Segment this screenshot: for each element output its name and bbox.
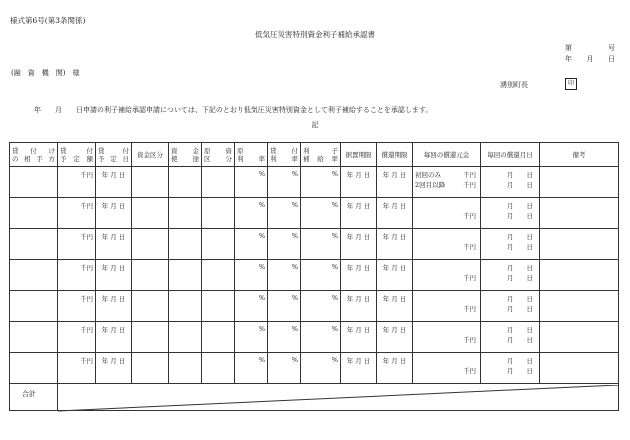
use-cell[interactable] [169,228,202,259]
orig-rate-cell[interactable]: % [235,259,268,290]
rate-class-cell[interactable] [202,259,235,290]
amount-cell[interactable]: 千円 [58,197,96,228]
loan-rate-cell[interactable]: % [268,321,301,352]
installment-cell[interactable]: 初回のみ 千円 2回目以降 千円 [413,167,481,198]
orig-rate-cell[interactable]: % [235,228,268,259]
loan-rate-cell[interactable]: % [268,352,301,383]
lender-cell[interactable] [10,321,58,352]
header-lender: 貸 付 け の相手方 [10,143,58,167]
grace-cell[interactable]: 年 月 日 [341,228,377,259]
use-cell[interactable] [169,197,202,228]
grace-cell[interactable]: 年 月 日 [341,352,377,383]
document-number [565,43,615,53]
repay-deadline-cell[interactable]: 年 月 日 [377,197,413,228]
due-date-cell[interactable]: 月 日 月 日 [481,197,540,228]
table-row [10,197,619,228]
header-category: 資金区分 [132,143,169,167]
rate-class-cell[interactable] [202,167,235,198]
installment-cell[interactable]: 千円 [413,352,481,383]
loan-date-cell[interactable]: 年 月 日 [96,321,132,352]
rate-class-cell[interactable] [202,228,235,259]
lender-cell[interactable] [10,228,58,259]
category-cell[interactable] [132,290,169,321]
installment-cell[interactable]: 千円 [413,228,481,259]
rate-class-cell[interactable] [202,352,235,383]
amount-cell[interactable]: 千円 [58,352,96,383]
repay-deadline-cell[interactable]: 年 月 日 [377,228,413,259]
category-cell[interactable] [132,321,169,352]
due-date-cell[interactable]: 月 日 月 日 [481,321,540,352]
use-cell[interactable] [169,259,202,290]
first-time-label: 初回のみ [415,171,441,180]
due-date-cell[interactable]: 月 日 月 日 [481,259,540,290]
header-use: 資 金 使 途 [169,143,202,167]
loan-date-cell[interactable]: 年 月 日 [96,228,132,259]
lender-cell[interactable] [10,259,58,290]
amount-cell[interactable]: 千円 [58,167,96,198]
header-loan-date: 貸 付 予定日 [96,143,132,167]
repay-deadline-cell[interactable]: 年 月 日 [377,259,413,290]
date-year: 年 [565,55,572,63]
installment-cell[interactable]: 千円 [413,290,481,321]
repay-deadline-cell[interactable]: 年 月 日 [377,290,413,321]
number-suffix: 号 [608,44,615,52]
due-date-cell[interactable]: 月 日 月 日 [481,352,540,383]
orig-rate-cell[interactable]: % [235,197,268,228]
document-date [565,54,615,64]
header-subsidy-rate: 利 子 補給率 [301,143,341,167]
header-loan-rate: 貸 付 利 率 [268,143,301,167]
header-grace: 据置期限 [341,143,377,167]
grace-cell[interactable]: 年 月 日 [341,197,377,228]
table-row [10,321,619,352]
subsidy-rate-cell[interactable]: % [301,352,341,383]
grace-cell[interactable]: 年 月 日 [341,259,377,290]
loan-date-cell[interactable]: 年 月 日 [96,290,132,321]
date-month: 月 [586,55,594,63]
orig-rate-cell[interactable]: % [235,290,268,321]
notes-cell[interactable] [540,290,619,321]
grace-cell[interactable]: 年 月 日 [341,290,377,321]
due-date-cell[interactable]: 月 日 月 日 [481,167,540,198]
lender-cell[interactable] [10,352,58,383]
loan-date-cell[interactable]: 年 月 日 [96,197,132,228]
header-due-date: 毎回の償還月日 [481,143,540,167]
due-date-cell[interactable]: 月 日 月 日 [481,228,540,259]
installment-cell[interactable]: 千円 [413,259,481,290]
notes-cell[interactable] [540,259,619,290]
form-id: 様式第6号(第3条関係) [10,16,86,25]
repay-deadline-cell[interactable]: 年 月 日 [377,352,413,383]
table-row [10,228,619,259]
installment-cell[interactable]: 千円 [413,197,481,228]
total-diagonal-line [58,385,618,412]
header-amount: 貸 付 予定額 [58,143,96,167]
notes-cell[interactable] [540,352,619,383]
section-heading: 記 [311,121,319,129]
loan-rate-cell[interactable]: % [268,259,301,290]
use-cell[interactable] [169,167,202,198]
header-orig-rate: 原 利 率 [235,143,268,167]
amount-cell[interactable]: 千円 [58,259,96,290]
due-date-cell[interactable]: 月 日 月 日 [481,290,540,321]
seal-box: 印 [565,78,577,90]
repay-deadline-cell[interactable]: 年 月 日 [377,321,413,352]
lender-cell[interactable] [10,290,58,321]
repay-deadline-cell[interactable]: 年 月 日 [377,167,413,198]
header-repay-deadline: 償還期限 [377,143,413,167]
rate-class-cell[interactable] [202,197,235,228]
subsidy-table [9,142,619,411]
total-label-cell [10,383,58,411]
notes-cell[interactable] [540,197,619,228]
subsidy-rate-cell[interactable]: % [301,259,341,290]
grace-cell[interactable]: 年 月 日 [341,167,377,198]
orig-rate-cell[interactable]: % [235,321,268,352]
document-title: 低気圧災害特別資金利子補給承認書 [255,30,375,39]
category-cell[interactable] [132,197,169,228]
category-cell[interactable] [132,259,169,290]
amount-cell[interactable]: 千円 [58,228,96,259]
loan-rate-cell[interactable]: % [268,290,301,321]
use-cell[interactable] [169,352,202,383]
notes-cell[interactable] [540,228,619,259]
header-installment: 毎回の償還元金 [413,143,481,167]
notes-cell[interactable] [540,167,619,198]
header-row [10,143,619,167]
loan-rate-cell[interactable]: % [268,167,301,198]
category-cell[interactable] [132,167,169,198]
table-row [10,290,619,321]
body-text: 年 月 日申請の利子補給承認申請については、下記のとおり低気圧災害特別資金として利子補給することを承認します。 [34,106,433,114]
loan-date-cell[interactable]: 年 月 日 [96,167,132,198]
subsidy-rate-cell[interactable]: % [301,290,341,321]
loan-rate-cell[interactable]: % [268,197,301,228]
subsidy-rate-cell[interactable]: % [301,197,341,228]
loan-rate-cell[interactable]: % [268,228,301,259]
rate-class-cell[interactable] [202,290,235,321]
lender-cell[interactable] [10,167,58,198]
orig-rate-cell[interactable]: % [235,167,268,198]
subsidy-rate-cell[interactable]: % [301,321,341,352]
category-cell[interactable] [132,352,169,383]
recipient: (融 資 機 関) 様 [11,69,80,77]
mayor-title: 湧別町長 [500,81,528,89]
table-row [10,352,619,383]
date-day: 日 [608,55,615,63]
second-on-label: 2回目以降 [415,181,446,190]
subsidy-rate-cell[interactable]: % [301,228,341,259]
lender-cell[interactable] [10,197,58,228]
header-rate-class: 原 資 区 分 [202,143,235,167]
loan-date-cell[interactable]: 年 月 日 [96,259,132,290]
loan-date-cell[interactable]: 年 月 日 [96,352,132,383]
header-notes: 備考 [540,143,619,167]
use-cell[interactable] [169,321,202,352]
amount-cell[interactable]: 千円 [58,321,96,352]
orig-rate-cell[interactable]: % [235,352,268,383]
amount-cell[interactable]: 千円 [58,290,96,321]
installment-cell[interactable]: 千円 [413,321,481,352]
number-prefix: 第 [565,44,572,52]
category-cell[interactable] [132,228,169,259]
use-cell[interactable] [169,290,202,321]
grace-cell[interactable]: 年 月 日 [341,321,377,352]
rate-class-cell[interactable] [202,321,235,352]
table-row [10,167,619,198]
subsidy-rate-cell[interactable]: % [301,167,341,198]
table-row [10,259,619,290]
total-label: 合計 [22,389,36,398]
notes-cell[interactable] [540,321,619,352]
